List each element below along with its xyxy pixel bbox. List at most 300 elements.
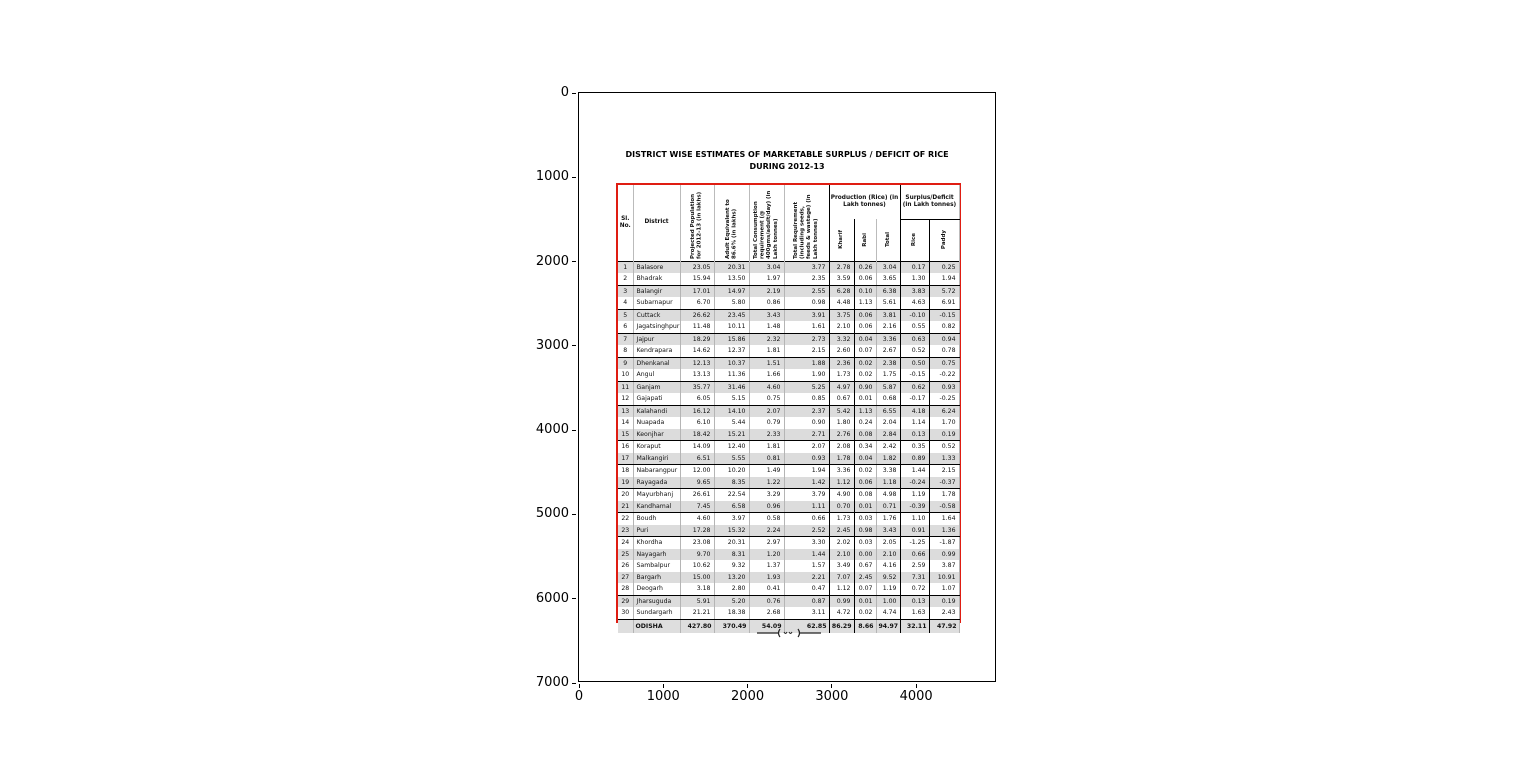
table-cell: 2.24 — [749, 525, 784, 537]
x-tick-mark — [663, 684, 664, 688]
table-cell: 0.35 — [900, 441, 929, 453]
header-rice: Rice — [900, 219, 929, 261]
table-cell: 3.36 — [876, 333, 900, 345]
table-cell: 5 — [618, 309, 633, 321]
header-rabi: Rabi — [854, 219, 876, 261]
table-cell: 16 — [618, 441, 633, 453]
table-cell: 12.13 — [680, 357, 714, 369]
table-cell: 4.90 — [829, 489, 854, 501]
header-population: Projected Population for 2012-13 (in lakhs) — [680, 185, 714, 261]
table-cell: 14 — [618, 417, 633, 429]
header-consumption: Total Consumption requirement (@ 400gms/adult/day) (in Lakh tonnes) — [749, 185, 784, 261]
table-cell: 1.90 — [784, 369, 829, 381]
table-row — [618, 453, 959, 465]
table-cell: Sundargarh — [633, 607, 680, 619]
table-cell: 2.02 — [829, 537, 854, 549]
table-cell: 10.20 — [714, 465, 749, 477]
table-cell: 0.19 — [929, 429, 959, 441]
header-paddy: Paddy — [929, 219, 959, 261]
table-cell: 0.87 — [784, 595, 829, 607]
table-cell: 0.08 — [854, 429, 876, 441]
header-requirement: Total Requirement (including seeds, feeds & wastage) (in Lakh tonnes) — [784, 185, 829, 261]
table-cell: 0.79 — [749, 417, 784, 429]
handwritten-mark-icon — [757, 626, 821, 640]
table-cell: 1 — [618, 261, 633, 273]
table-cell: 28 — [618, 583, 633, 595]
table-cell: -0.15 — [929, 309, 959, 321]
table-cell: 2.45 — [854, 572, 876, 584]
table-cell: 0.66 — [900, 549, 929, 561]
table-cell: 12.40 — [714, 441, 749, 453]
table-cell: 1.64 — [929, 513, 959, 525]
table-cell: 13.13 — [680, 369, 714, 381]
table-cell: -0.22 — [929, 369, 959, 381]
table-cell: 2.10 — [829, 321, 854, 333]
table-cell: 10 — [618, 369, 633, 381]
table-cell: 2.10 — [876, 549, 900, 561]
table-cell: 4.48 — [829, 297, 854, 309]
table-cell: 1.13 — [854, 297, 876, 309]
table-cell: 1.20 — [749, 549, 784, 561]
table-cell: 20 — [618, 489, 633, 501]
table-cell: 10.11 — [714, 321, 749, 333]
table-cell: 21.21 — [680, 607, 714, 619]
table-cell: 0.75 — [749, 393, 784, 405]
table-cell: 1.81 — [749, 441, 784, 453]
table-cell: 20.31 — [714, 261, 749, 273]
table-cell: Boudh — [633, 513, 680, 525]
table-cell: 1.76 — [876, 513, 900, 525]
table-cell: 1.00 — [876, 595, 900, 607]
table-cell: 0.02 — [854, 465, 876, 477]
table-cell: 2.37 — [784, 405, 829, 417]
table-row — [618, 572, 959, 584]
table-cell: 14.09 — [680, 441, 714, 453]
table-cell: Cuttack — [633, 309, 680, 321]
table-cell: 3.36 — [829, 465, 854, 477]
table-cell: 1.94 — [784, 465, 829, 477]
x-tick-label: 0 — [574, 689, 584, 704]
table-cell: 0.98 — [854, 525, 876, 537]
table-row — [618, 549, 959, 561]
table-cell: 35.77 — [680, 381, 714, 393]
table-cell: Nayagarh — [633, 549, 680, 561]
table-cell: 15.94 — [680, 273, 714, 285]
table-cell: 0.91 — [900, 525, 929, 537]
table-cell: 0.24 — [854, 417, 876, 429]
table-cell: 9.70 — [680, 549, 714, 561]
table-row — [618, 501, 959, 513]
table-cell: 16.12 — [680, 405, 714, 417]
table-cell: 10.62 — [680, 560, 714, 572]
table-cell: -0.24 — [900, 477, 929, 489]
table-cell: 370.49 — [714, 619, 749, 633]
table-cell: 0.01 — [854, 501, 876, 513]
table-cell: 5.55 — [714, 453, 749, 465]
table-cell: 29 — [618, 595, 633, 607]
table-cell: Balangir — [633, 285, 680, 297]
table-cell: 1.14 — [900, 417, 929, 429]
table-cell: 22.54 — [714, 489, 749, 501]
table-cell: 1.73 — [829, 513, 854, 525]
table-cell: 7.31 — [900, 572, 929, 584]
table-cell: Nabarangpur — [633, 465, 680, 477]
table-cell: 15.32 — [714, 525, 749, 537]
table-cell: 27 — [618, 572, 633, 584]
table-cell: 3.32 — [829, 333, 854, 345]
table-row — [618, 369, 959, 381]
x-tick-mark — [831, 684, 832, 688]
y-tick-mark — [572, 345, 576, 346]
table-cell: 0.68 — [876, 393, 900, 405]
table-cell: 26.61 — [680, 489, 714, 501]
x-tick-mark — [579, 684, 580, 688]
table-cell: 3.04 — [749, 261, 784, 273]
table-cell: -0.15 — [900, 369, 929, 381]
table-cell: 14.10 — [714, 405, 749, 417]
y-tick-mark — [572, 93, 576, 94]
table-cell: 4.60 — [680, 513, 714, 525]
table-cell: 0.10 — [854, 285, 876, 297]
table-body — [618, 261, 959, 633]
table-row — [618, 417, 959, 429]
table-cell: Kandhamal — [633, 501, 680, 513]
table-cell: Subarnapur — [633, 297, 680, 309]
table-cell: 10.91 — [929, 572, 959, 584]
table-cell: 1.44 — [900, 465, 929, 477]
table-cell: 3.43 — [876, 525, 900, 537]
table-cell: 5.15 — [714, 393, 749, 405]
table-cell: 5.20 — [714, 595, 749, 607]
table-cell: Kalahandi — [633, 405, 680, 417]
table-cell: 5.44 — [714, 417, 749, 429]
table-cell: 0.99 — [829, 595, 854, 607]
table-cell: 5.87 — [876, 381, 900, 393]
table-cell: 4.63 — [900, 297, 929, 309]
table-row — [618, 595, 959, 607]
table-cell: 1.78 — [829, 453, 854, 465]
table-cell: 5.72 — [929, 285, 959, 297]
table-cell: Puri — [633, 525, 680, 537]
table-cell: 2.80 — [714, 583, 749, 595]
table-cell: 0.50 — [900, 357, 929, 369]
table-cell: 3.75 — [829, 309, 854, 321]
table-cell: 2.08 — [829, 441, 854, 453]
table-cell: 2.43 — [929, 607, 959, 619]
table-cell: 5.25 — [784, 381, 829, 393]
table-cell: 3.91 — [784, 309, 829, 321]
y-tick-label: 7000 — [535, 675, 569, 691]
table-cell: 24 — [618, 537, 633, 549]
table-cell: 6.58 — [714, 501, 749, 513]
table-cell: 3.81 — [876, 309, 900, 321]
table-cell: 5.91 — [680, 595, 714, 607]
table-cell: Koraput — [633, 441, 680, 453]
table-cell: 1.82 — [876, 453, 900, 465]
document-title-line1: DISTRICT WISE ESTIMATES OF MARKETABLE SURPLUS / DEFICIT OF RICE — [625, 150, 949, 159]
table-cell: 1.12 — [829, 477, 854, 489]
table-cell: 0.03 — [854, 537, 876, 549]
table-cell: 0.17 — [900, 261, 929, 273]
table-cell: 0.52 — [900, 345, 929, 357]
table-cell: 9.65 — [680, 477, 714, 489]
table-cell: 62.85 — [784, 619, 829, 633]
table-cell: 0.82 — [929, 321, 959, 333]
table-cell: 6.91 — [929, 297, 959, 309]
table-cell: 1.11 — [784, 501, 829, 513]
table-row — [618, 309, 959, 321]
table-cell: 17.01 — [680, 285, 714, 297]
table-cell: 6 — [618, 321, 633, 333]
table-cell: 0.13 — [900, 595, 929, 607]
table-cell: -0.37 — [929, 477, 959, 489]
table-row — [618, 489, 959, 501]
table-cell: 0.26 — [854, 261, 876, 273]
y-tick-label: 6000 — [535, 590, 569, 606]
table-cell: 6.24 — [929, 405, 959, 417]
document-title — [579, 149, 995, 173]
table-cell: 11 — [618, 381, 633, 393]
table-cell: 427.80 — [680, 619, 714, 633]
table-cell: 2.15 — [929, 465, 959, 477]
table-cell: Kendrapara — [633, 345, 680, 357]
table-row — [618, 297, 959, 309]
table-cell: 4.60 — [749, 381, 784, 393]
table-cell: Rayagada — [633, 477, 680, 489]
table-row — [618, 357, 959, 369]
table-cell: 1.70 — [929, 417, 959, 429]
table-cell: 3.83 — [900, 285, 929, 297]
table-cell: 3 — [618, 285, 633, 297]
document-title-line2: DURING 2012-13 — [749, 162, 825, 171]
table-cell: 1.49 — [749, 465, 784, 477]
table-cell: 7 — [618, 333, 633, 345]
table-cell: Gajapati — [633, 393, 680, 405]
table-cell: 17.28 — [680, 525, 714, 537]
table-cell: 0.06 — [854, 321, 876, 333]
y-tick-mark — [572, 514, 576, 515]
header-sl-no: Sl. No. — [618, 185, 633, 261]
table-cell: 15.21 — [714, 429, 749, 441]
table-cell: 7.07 — [829, 572, 854, 584]
table-cell: 0.86 — [749, 297, 784, 309]
table-cell: 0.78 — [929, 345, 959, 357]
table-cell: 0.08 — [854, 489, 876, 501]
table-row — [618, 345, 959, 357]
table-cell: 3.11 — [784, 607, 829, 619]
table-cell: 2.55 — [784, 285, 829, 297]
table-row — [618, 321, 959, 333]
table-row — [618, 393, 959, 405]
table-cell: 12.00 — [680, 465, 714, 477]
table-cell: 0.52 — [929, 441, 959, 453]
table-cell: -0.10 — [900, 309, 929, 321]
table-cell: 6.10 — [680, 417, 714, 429]
table-cell: 0.90 — [854, 381, 876, 393]
table-cell: 1.51 — [749, 357, 784, 369]
table-cell: 0.67 — [829, 393, 854, 405]
table-cell: 2.78 — [829, 261, 854, 273]
table-cell: 0.96 — [749, 501, 784, 513]
table-cell: -1.25 — [900, 537, 929, 549]
y-tick-mark — [572, 261, 576, 262]
table-cell: 5.80 — [714, 297, 749, 309]
table-cell: 1.18 — [876, 477, 900, 489]
table-cell: 2.84 — [876, 429, 900, 441]
table-cell: 0.99 — [929, 549, 959, 561]
table-row — [618, 560, 959, 572]
table-cell: 9.32 — [714, 560, 749, 572]
table-cell: 15 — [618, 429, 633, 441]
table-cell: 23.08 — [680, 537, 714, 549]
table-cell: 0.75 — [929, 357, 959, 369]
table-cell: 1.61 — [784, 321, 829, 333]
table-cell: 5.61 — [876, 297, 900, 309]
table-cell: -1.87 — [929, 537, 959, 549]
table-cell: 2.59 — [900, 560, 929, 572]
table-row — [618, 381, 959, 393]
table-cell: 0.93 — [784, 453, 829, 465]
table-cell: 4.16 — [876, 560, 900, 572]
rice-table-container — [616, 183, 961, 630]
table-cell: 0.01 — [854, 595, 876, 607]
table-cell: 2.33 — [749, 429, 784, 441]
table-cell: 2.04 — [876, 417, 900, 429]
table-cell: -0.17 — [900, 393, 929, 405]
table-cell: 0.55 — [900, 321, 929, 333]
table-cell: 8 — [618, 345, 633, 357]
table-cell: 14.97 — [714, 285, 749, 297]
table-cell: 23.05 — [680, 261, 714, 273]
table-cell: 1.22 — [749, 477, 784, 489]
table-cell: 31.46 — [714, 381, 749, 393]
table-cell: 0.06 — [854, 477, 876, 489]
table-cell: 10.37 — [714, 357, 749, 369]
table-row — [618, 429, 959, 441]
table-cell: Malkangiri — [633, 453, 680, 465]
y-tick-label: 0 — [560, 85, 569, 100]
table-cell: 25 — [618, 549, 633, 561]
table-cell: 2.05 — [876, 537, 900, 549]
table-cell: 3.77 — [784, 261, 829, 273]
x-tick-label: 3000 — [815, 689, 849, 704]
table-cell: 0.02 — [854, 369, 876, 381]
table-cell: 0.71 — [876, 501, 900, 513]
table-cell: 14.62 — [680, 345, 714, 357]
table-cell: 18.29 — [680, 333, 714, 345]
x-tick-label: 1000 — [646, 689, 680, 704]
table-cell: 3.97 — [714, 513, 749, 525]
table-cell: 11.36 — [714, 369, 749, 381]
table-cell: 3.18 — [680, 583, 714, 595]
table-cell: 0.90 — [784, 417, 829, 429]
table-cell: Jharsuguda — [633, 595, 680, 607]
table-cell: 2.76 — [829, 429, 854, 441]
table-cell: Nuapada — [633, 417, 680, 429]
table-cell: Balasore — [633, 261, 680, 273]
table-cell: 30 — [618, 607, 633, 619]
table-cell: Keonjhar — [633, 429, 680, 441]
table-cell: 1.10 — [900, 513, 929, 525]
table-cell: Bargarh — [633, 572, 680, 584]
table-cell: ODISHA — [633, 619, 680, 633]
table-cell: 0.66 — [784, 513, 829, 525]
table-cell: 2.45 — [829, 525, 854, 537]
table-cell: 0.62 — [900, 381, 929, 393]
table-cell: 0.89 — [900, 453, 929, 465]
table-row — [618, 525, 959, 537]
table-cell: 12.37 — [714, 345, 749, 357]
table-row — [618, 477, 959, 489]
table-cell: 6.51 — [680, 453, 714, 465]
table-cell: 3.79 — [784, 489, 829, 501]
table-cell: 0.41 — [749, 583, 784, 595]
table-cell: 3.29 — [749, 489, 784, 501]
table-cell: 1.75 — [876, 369, 900, 381]
table-cell: 6.70 — [680, 297, 714, 309]
table-cell: 13.20 — [714, 572, 749, 584]
y-tick-label: 5000 — [535, 506, 569, 522]
table-row — [618, 537, 959, 549]
table-cell: 6.38 — [876, 285, 900, 297]
table-cell: 2.73 — [784, 333, 829, 345]
table-cell: 0.02 — [854, 357, 876, 369]
table-cell: 2.60 — [829, 345, 854, 357]
header-kharif: Kharif — [829, 219, 854, 261]
table-cell: 0.01 — [854, 393, 876, 405]
table-cell: 2.71 — [784, 429, 829, 441]
y-tick-label: 1000 — [535, 169, 569, 185]
table-cell: 1.13 — [854, 405, 876, 417]
table-row — [618, 607, 959, 619]
table-cell: 0.06 — [854, 309, 876, 321]
table-cell: Khordha — [633, 537, 680, 549]
table-cell: 2.07 — [749, 405, 784, 417]
table-cell: 1.97 — [749, 273, 784, 285]
table-row — [618, 273, 959, 285]
table-cell: 0.93 — [929, 381, 959, 393]
table-cell: 9 — [618, 357, 633, 369]
table-cell: 0.67 — [854, 560, 876, 572]
table-cell: 0.04 — [854, 333, 876, 345]
table-cell — [618, 619, 633, 633]
table-cell: -0.58 — [929, 501, 959, 513]
table-cell: 20.31 — [714, 537, 749, 549]
table-cell: 15.00 — [680, 572, 714, 584]
table-row — [618, 405, 959, 417]
y-tick-mark — [572, 598, 576, 599]
table-cell: 0.98 — [784, 297, 829, 309]
table-cell: 2.10 — [829, 549, 854, 561]
y-tick-label: 3000 — [535, 337, 569, 353]
table-cell: Bhadrak — [633, 273, 680, 285]
table-cell: 3.59 — [829, 273, 854, 285]
table-cell: 1.94 — [929, 273, 959, 285]
table-cell: 1.19 — [900, 489, 929, 501]
table-cell: 2.68 — [749, 607, 784, 619]
table-cell: Deogarh — [633, 583, 680, 595]
table-cell: 3.87 — [929, 560, 959, 572]
table-cell: 13 — [618, 405, 633, 417]
table-cell: 0.34 — [854, 441, 876, 453]
table-cell: 3.49 — [829, 560, 854, 572]
x-tick-label: 4000 — [899, 689, 933, 704]
table-cell: Sambalpur — [633, 560, 680, 572]
table-cell: 13.50 — [714, 273, 749, 285]
table-cell: 17 — [618, 453, 633, 465]
table-cell: 1.42 — [784, 477, 829, 489]
table-cell: 2.42 — [876, 441, 900, 453]
